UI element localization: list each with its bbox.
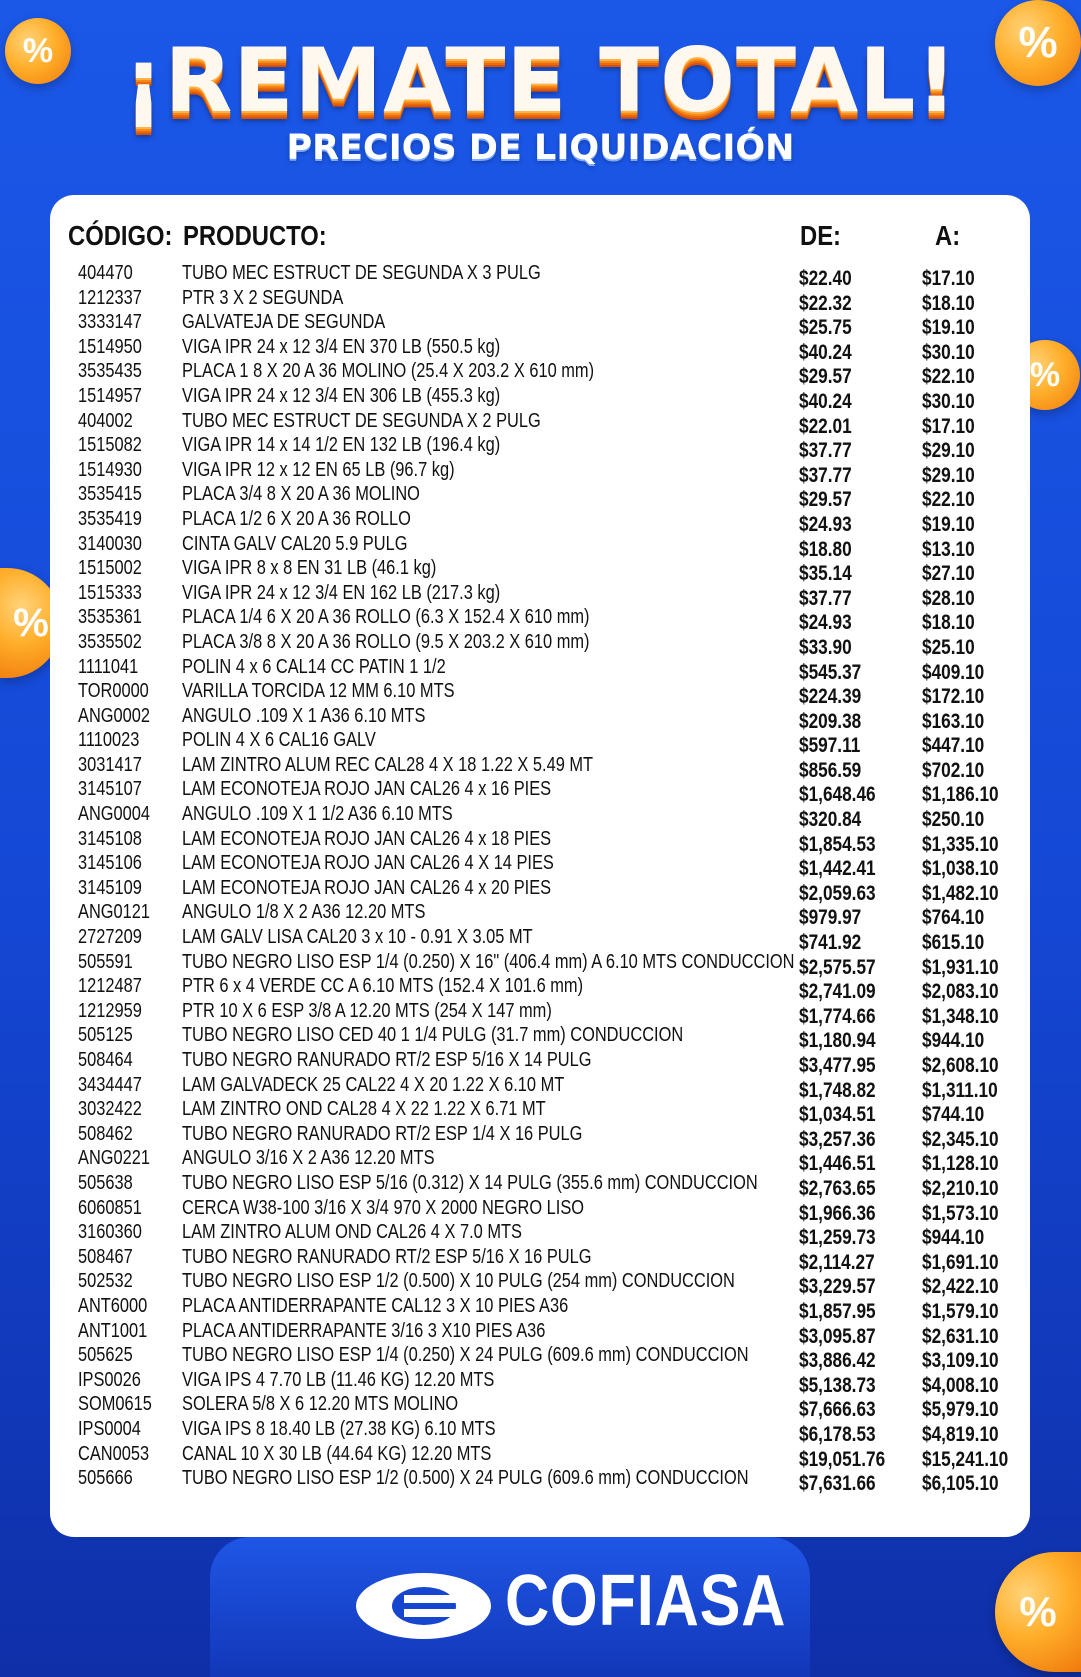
table-row [0, 1417, 1081, 1446]
row-to-price: $18.10 [922, 611, 975, 635]
table-row [0, 434, 1081, 463]
row-from-price: $24.93 [799, 611, 852, 635]
table-row [0, 1024, 1081, 1053]
row-to-price: $1,691.10 [922, 1250, 999, 1274]
row-product: LAM ECONOTEJA ROJO JAN CAL26 4 x 20 PIES [182, 876, 552, 899]
row-product: PLACA ANTIDERRAPANTE CAL12 3 X 10 PIES A36 [182, 1294, 569, 1317]
table-row [0, 1270, 1081, 1299]
row-product: TUBO NEGRO RANURADO RT/2 ESP 1/4 X 16 PULG [182, 1122, 583, 1145]
row-code: 502532 [78, 1270, 133, 1293]
header-code: CÓDIGO: [68, 220, 173, 251]
table-row [0, 704, 1081, 733]
row-from-price: $22.32 [799, 291, 852, 315]
row-product: VIGA IPR 24 x 12 3/4 EN 370 LB (550.5 kg) [182, 335, 501, 358]
row-product: ANGULO 3/16 X 2 A36 12.20 MTS [182, 1147, 435, 1170]
row-code: 3145108 [78, 827, 142, 850]
row-product: TUBO NEGRO RANURADO RT/2 ESP 5/16 X 14 PULG [182, 1049, 592, 1071]
row-code: 1515333 [78, 581, 142, 604]
row-product: TUBO NEGRO LISO ESP 1/2 (0.500) X 24 PULG (609.6 mm) CONDUCCION [182, 1467, 749, 1490]
row-product: GALVATEJA DE SEGUNDA [182, 311, 386, 334]
row-product: CERCA W38-100 3/16 X 3/4 970 X 2000 NEGRO LISO [182, 1196, 585, 1219]
row-product: TUBO NEGRO LISO ESP 1/4 (0.250) X 24 PULG (609.6 mm) CONDUCCION [182, 1344, 749, 1367]
row-from-price: $35.14 [799, 562, 852, 586]
row-code: 3434447 [78, 1073, 142, 1096]
row-to-price: $2,345.10 [922, 1127, 999, 1151]
row-product: PTR 3 X 2 SEGUNDA [182, 286, 344, 309]
row-from-price: $7,666.63 [799, 1398, 876, 1422]
row-to-price: $29.10 [922, 463, 975, 487]
row-from-price: $2,059.63 [799, 881, 876, 905]
row-code: 1514957 [78, 384, 142, 407]
row-to-price: $615.10 [922, 931, 985, 955]
row-product: POLIN 4 X 6 CAL16 GALV [182, 729, 376, 752]
row-to-price: $15,241.10 [922, 1447, 1009, 1471]
row-to-price: $2,608.10 [922, 1054, 999, 1077]
table-row [0, 384, 1081, 413]
table-row [0, 335, 1081, 364]
table-row [0, 483, 1081, 512]
row-from-price: $33.90 [799, 635, 852, 659]
table-row [0, 876, 1081, 905]
row-to-price: $1,348.10 [922, 1004, 999, 1028]
percent-badge-symbol: % [22, 31, 54, 70]
row-product: VIGA IPS 8 18.40 LB (27.38 KG) 6.10 MTS [182, 1417, 496, 1440]
row-product: LAM ZINTRO ALUM OND CAL26 4 X 7.0 MTS [182, 1221, 522, 1244]
row-product: TUBO NEGRO LISO CED 40 1 1/4 PULG (31.7 mm) CONDUCCION [182, 1024, 684, 1047]
table-row [0, 507, 1081, 536]
row-from-price: $22.40 [799, 267, 852, 290]
row-to-price: $19.10 [922, 316, 975, 340]
row-from-price: $209.38 [799, 709, 862, 733]
row-code: 3145106 [78, 852, 142, 875]
table-row [0, 1344, 1081, 1373]
row-to-price: $17.10 [922, 267, 975, 290]
row-to-price: $2,422.10 [922, 1275, 999, 1299]
row-product: LAM GALVADECK 25 CAL22 4 X 20 1.22 X 6.10 MT [182, 1073, 565, 1096]
row-code: 3535361 [78, 606, 142, 629]
row-to-price: $1,038.10 [922, 857, 999, 881]
table-row [0, 311, 1081, 340]
row-code: 508462 [78, 1122, 133, 1145]
row-to-price: $29.10 [922, 439, 975, 463]
row-code: IPS0026 [78, 1368, 141, 1391]
row-to-price: $172.10 [922, 685, 985, 709]
table-row [0, 1073, 1081, 1102]
percent-badge-symbol: % [1019, 1588, 1057, 1635]
row-from-price: $3,477.95 [799, 1054, 876, 1077]
row-code: 1212337 [78, 286, 142, 309]
table-row [0, 680, 1081, 709]
table-row [0, 262, 1081, 290]
row-to-price: $1,335.10 [922, 832, 999, 856]
row-to-price: $944.10 [922, 1029, 985, 1053]
row-product: VIGA IPR 24 x 12 3/4 EN 306 LB (455.3 kg) [182, 384, 501, 407]
row-to-price: $1,579.10 [922, 1299, 999, 1323]
row-product: LAM ZINTRO OND CAL28 4 X 22 1.22 X 6.71 MT [182, 1098, 546, 1121]
row-to-price: $22.10 [922, 365, 975, 389]
row-code: 1515002 [78, 557, 142, 580]
row-to-price: $2,083.10 [922, 980, 999, 1004]
row-code: 1514950 [78, 335, 142, 358]
row-to-price: $18.10 [922, 291, 975, 315]
row-code: 3535502 [78, 630, 142, 653]
row-product: PLACA 1/2 6 X 20 A 36 ROLLO [182, 507, 411, 530]
row-code: 505625 [78, 1344, 133, 1367]
table-row [0, 360, 1081, 389]
row-to-price: $1,931.10 [922, 955, 999, 979]
row-from-price: $2,763.65 [799, 1176, 876, 1200]
percent-badge-symbol: % [1018, 18, 1058, 67]
row-product: POLIN 4 x 6 CAL14 CC PATIN 1 1/2 [182, 655, 446, 678]
table-row [0, 1147, 1081, 1176]
row-from-price: $1,648.46 [799, 783, 876, 807]
row-from-price: $3,095.87 [799, 1324, 876, 1348]
row-from-price: $1,446.51 [799, 1152, 876, 1176]
row-from-price: $1,259.73 [799, 1226, 876, 1250]
row-from-price: $3,229.57 [799, 1275, 876, 1299]
row-code: 6060851 [78, 1196, 142, 1219]
row-product: VIGA IPR 24 x 12 3/4 EN 162 LB (217.3 kg) [182, 581, 501, 604]
row-product: TUBO NEGRO LISO ESP 1/4 (0.250) X 16" (406.4 mm) A 6.10 MTS CONDUCCION [182, 950, 795, 973]
table-row [0, 1098, 1081, 1127]
row-product: VIGA IPR 14 x 14 1/2 EN 132 LB (196.4 kg) [182, 434, 501, 457]
table-row [0, 557, 1081, 586]
table-row [0, 1196, 1081, 1225]
row-to-price: $163.10 [922, 709, 985, 733]
row-from-price: $2,114.27 [799, 1250, 875, 1274]
row-from-price: $1,180.94 [799, 1029, 876, 1053]
row-code: ANG0002 [78, 704, 151, 727]
table-row [0, 1319, 1081, 1348]
row-code: ANT6000 [78, 1294, 148, 1317]
row-from-price: $18.80 [799, 537, 852, 561]
row-code: TOR0000 [78, 680, 149, 703]
row-code: 505591 [78, 950, 133, 973]
row-code: 3535415 [78, 483, 142, 506]
percent-badge-symbol: % [13, 600, 49, 645]
table-row [0, 1442, 1081, 1471]
row-code: 505638 [78, 1171, 133, 1194]
row-from-price: $1,857.95 [799, 1299, 876, 1323]
row-code: ANT1001 [78, 1319, 148, 1342]
row-product: TUBO MEC ESTRUCT DE SEGUNDA X 2 PULG [182, 409, 541, 432]
row-to-price: $702.10 [922, 758, 985, 782]
row-to-price: $944.10 [922, 1226, 985, 1250]
table-row [0, 827, 1081, 856]
row-from-price: $25.75 [799, 316, 852, 340]
row-from-price: $7,631.66 [799, 1472, 876, 1496]
row-code: ANG0004 [78, 803, 151, 826]
row-from-price: $3,886.42 [799, 1349, 876, 1373]
table-row [0, 655, 1081, 684]
row-product: CANAL 10 X 30 LB (44.64 KG) 12.20 MTS [182, 1442, 492, 1465]
row-to-price: $4,819.10 [922, 1422, 999, 1446]
row-code: 2727209 [78, 926, 142, 949]
row-from-price: $1,748.82 [799, 1078, 876, 1102]
percent-badge-symbol: % [1029, 355, 1061, 394]
row-code: ANG0121 [78, 901, 151, 924]
row-code: SOM0615 [78, 1393, 152, 1416]
row-product: PLACA 3/4 8 X 20 A 36 MOLINO [182, 483, 420, 506]
table-row [0, 1393, 1081, 1422]
row-product: ANGULO .109 X 1 A36 6.10 MTS [182, 704, 426, 727]
table-row [0, 950, 1081, 979]
row-code: 3032422 [78, 1098, 142, 1121]
row-product: VARILLA TORCIDA 12 MM 6.10 MTS [182, 680, 455, 703]
row-code: 404002 [78, 409, 133, 432]
row-to-price: $2,210.10 [922, 1176, 999, 1200]
row-product: VIGA IPS 4 7.70 LB (11.46 KG) 12.20 MTS [182, 1368, 495, 1391]
row-to-price: $447.10 [922, 734, 985, 758]
table-row [0, 1049, 1081, 1077]
row-code: IPS0004 [78, 1417, 141, 1440]
row-product: LAM ECONOTEJA ROJO JAN CAL26 4 x 18 PIES [182, 827, 552, 850]
row-product: TUBO NEGRO RANURADO RT/2 ESP 5/16 X 16 PULG [182, 1245, 592, 1268]
row-code: 3031417 [78, 753, 142, 776]
row-from-price: $320.84 [799, 808, 862, 832]
row-code: 404470 [78, 262, 133, 284]
row-code: 1514930 [78, 458, 142, 481]
row-from-price: $22.01 [799, 414, 852, 438]
row-from-price: $40.24 [799, 340, 852, 364]
row-from-price: $37.77 [799, 439, 852, 463]
table-row [0, 1221, 1081, 1250]
header-from-price: DE: [800, 220, 841, 251]
row-from-price: $2,741.09 [799, 980, 876, 1004]
row-to-price: $30.10 [922, 389, 975, 413]
row-from-price: $979.97 [799, 906, 862, 930]
row-product: SOLERA 5/8 X 6 12.20 MTS MOLINO [182, 1393, 459, 1416]
row-product: PLACA 3/8 8 X 20 A 36 ROLLO (9.5 X 203.2 X 610 mm) [182, 630, 590, 653]
row-to-price: $6,105.10 [922, 1472, 999, 1496]
row-from-price: $37.77 [799, 463, 852, 487]
table-row [0, 1122, 1081, 1151]
row-to-price: $19.10 [922, 512, 975, 536]
row-to-price: $5,979.10 [922, 1398, 999, 1422]
row-from-price: $6,178.53 [799, 1422, 876, 1446]
table-row [0, 901, 1081, 930]
row-to-price: $4,008.10 [922, 1373, 999, 1397]
row-to-price: $1,482.10 [922, 881, 999, 905]
promo-subtitle: PRECIOS DE LIQUIDACIÓN [286, 128, 795, 168]
row-from-price: $29.57 [799, 365, 852, 389]
row-product: LAM ECONOTEJA ROJO JAN CAL26 4 X 14 PIES [182, 852, 554, 875]
row-code: ANG0221 [78, 1147, 151, 1170]
row-code: 3535435 [78, 360, 142, 383]
row-code: 1212959 [78, 999, 142, 1022]
row-from-price: $2,575.57 [799, 955, 876, 979]
header-to-price: A: [935, 220, 961, 251]
brand-name: COFIASA [505, 1561, 787, 1641]
table-row [0, 1245, 1081, 1274]
row-from-price: $1,034.51 [799, 1103, 876, 1127]
table-row [0, 1294, 1081, 1323]
table-row [0, 1171, 1081, 1200]
row-from-price: $40.24 [799, 389, 852, 413]
table-row [0, 803, 1081, 832]
row-to-price: $13.10 [922, 537, 975, 561]
row-to-price: $28.10 [922, 586, 975, 610]
row-from-price: $19,051.76 [799, 1447, 886, 1471]
table-row [0, 852, 1081, 881]
row-product: ANGULO .109 X 1 1/2 A36 6.10 MTS [182, 803, 453, 826]
table-row [0, 778, 1081, 807]
row-code: 3145107 [78, 778, 142, 801]
row-product: PTR 6 x 4 VERDE CC A 6.10 MTS (152.4 X 101.6 mm) [182, 975, 584, 998]
row-from-price: $3,257.36 [799, 1127, 876, 1151]
row-code: 1111041 [78, 655, 139, 678]
row-code: 505125 [78, 1024, 133, 1047]
row-product: VIGA IPR 8 x 8 EN 31 LB (46.1 kg) [182, 557, 437, 580]
row-to-price: $17.10 [922, 414, 975, 438]
row-code: 3160360 [78, 1221, 142, 1244]
row-product: PLACA ANTIDERRAPANTE 3/16 3 X10 PIES A36 [182, 1319, 546, 1342]
row-code: 508464 [78, 1049, 133, 1071]
row-code: 3535419 [78, 507, 142, 530]
row-code: 1212487 [78, 975, 142, 998]
row-code: 3333147 [78, 311, 142, 334]
table-row [0, 630, 1081, 659]
table-row [0, 286, 1081, 315]
row-code: 3145109 [78, 876, 142, 899]
table-row [0, 1368, 1081, 1397]
row-from-price: $741.92 [799, 931, 862, 955]
row-from-price: $597.11 [799, 734, 861, 758]
row-from-price: $29.57 [799, 488, 852, 512]
table-row [0, 729, 1081, 758]
row-product: PTR 10 X 6 ESP 3/8 A 12.20 MTS (254 X 147 mm) [182, 999, 552, 1022]
row-product: ANGULO 1/8 X 2 A36 12.20 MTS [182, 901, 426, 924]
table-row [0, 999, 1081, 1028]
row-code: 1110023 [78, 729, 140, 752]
table-row [0, 532, 1081, 561]
row-to-price: $1,311.10 [922, 1078, 998, 1102]
row-product: LAM ZINTRO ALUM REC CAL28 4 X 18 1.22 X 5.49 MT [182, 753, 594, 776]
table-row [0, 409, 1081, 438]
row-from-price: $5,138.73 [799, 1373, 876, 1397]
row-to-price: $22.10 [922, 488, 975, 512]
row-product: TUBO NEGRO LISO ESP 5/16 (0.312) X 14 PULG (355.6 mm) CONDUCCION [182, 1171, 758, 1194]
row-code: CAN0053 [78, 1442, 150, 1465]
row-product: VIGA IPR 12 x 12 EN 65 LB (96.7 kg) [182, 458, 455, 481]
row-code: 505666 [78, 1467, 133, 1490]
row-from-price: $224.39 [799, 685, 862, 709]
row-product: CINTA GALV CAL20 5.9 PULG [182, 532, 408, 555]
table-row [0, 581, 1081, 610]
row-product: LAM ECONOTEJA ROJO JAN CAL26 4 x 16 PIES [182, 778, 552, 801]
row-to-price: $25.10 [922, 635, 975, 659]
row-from-price: $856.59 [799, 758, 862, 782]
row-from-price: $1,966.36 [799, 1201, 876, 1225]
row-product: LAM GALV LISA CAL20 3 x 10 - 0.91 X 3.05 MT [182, 926, 533, 949]
row-from-price: $545.37 [799, 660, 862, 684]
row-from-price: $1,442.41 [799, 857, 876, 881]
table-row [0, 926, 1081, 955]
row-to-price: $1,186.10 [922, 783, 999, 807]
table-row [0, 753, 1081, 782]
row-to-price: $250.10 [922, 808, 985, 832]
row-code: 508467 [78, 1245, 133, 1268]
row-code: 3140030 [78, 532, 142, 555]
cofiasa-logo-icon [356, 1573, 491, 1639]
row-to-price: $1,573.10 [922, 1201, 999, 1225]
table-row [0, 975, 1081, 1004]
table-row [0, 458, 1081, 487]
row-to-price: $764.10 [922, 906, 985, 930]
promo-title: ¡REMATE TOTAL! [123, 29, 958, 132]
table-row [0, 606, 1081, 635]
row-to-price: $409.10 [922, 660, 985, 684]
row-from-price: $24.93 [799, 512, 852, 536]
row-from-price: $1,854.53 [799, 832, 876, 856]
row-to-price: $2,631.10 [922, 1324, 999, 1348]
row-to-price: $27.10 [922, 562, 975, 586]
row-product: PLACA 1 8 X 20 A 36 MOLINO (25.4 X 203.2 X 610 mm) [182, 360, 595, 383]
row-to-price: $3,109.10 [922, 1349, 999, 1373]
row-product: PLACA 1/4 6 X 20 A 36 ROLLO (6.3 X 152.4 X 610 mm) [182, 606, 590, 629]
row-to-price: $30.10 [922, 340, 975, 364]
row-product: TUBO MEC ESTRUCT DE SEGUNDA X 3 PULG [182, 262, 541, 284]
row-to-price: $1,128.10 [922, 1152, 999, 1176]
row-from-price: $1,774.66 [799, 1004, 876, 1028]
row-to-price: $744.10 [922, 1103, 985, 1127]
price-list [0, 262, 1081, 1496]
row-product: TUBO NEGRO LISO ESP 1/2 (0.500) X 10 PULG (254 mm) CONDUCCION [182, 1270, 735, 1293]
table-row [0, 1467, 1081, 1496]
header-product: PRODUCTO: [183, 220, 327, 251]
row-from-price: $37.77 [799, 586, 852, 610]
row-code: 1515082 [78, 434, 142, 457]
